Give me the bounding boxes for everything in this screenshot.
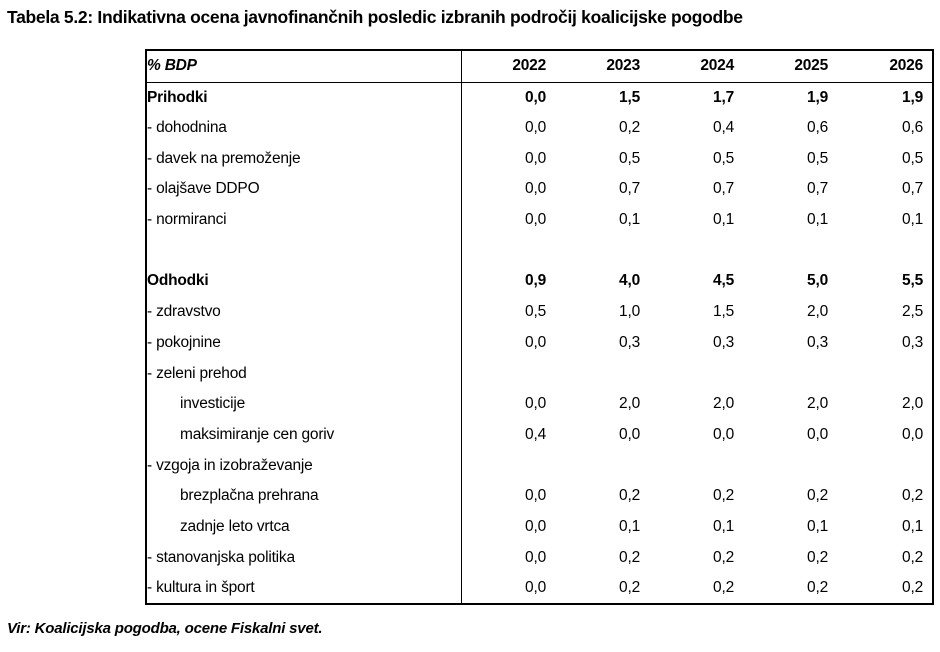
table-row	[146, 143, 933, 174]
value-cell: 1,0	[619, 303, 640, 321]
header-year-2025: 2025	[794, 57, 828, 75]
table-row	[146, 389, 933, 420]
value-cell: 5,5	[902, 272, 923, 290]
value-cell: 1,7	[713, 88, 734, 106]
value-cell	[461, 358, 555, 389]
value-cell	[555, 235, 649, 266]
value-cell: 0,2	[713, 548, 734, 566]
row-label: zadnje leto vrtca	[146, 512, 461, 543]
value-cell: 0,5	[807, 149, 828, 167]
header-row	[146, 50, 933, 82]
value-cell	[461, 450, 555, 481]
value-cell: 0,1	[713, 211, 734, 229]
value-cell: 0,7	[619, 180, 640, 198]
value-cell: 0,1	[807, 517, 828, 535]
value-cell: 0,4	[713, 119, 734, 137]
value-cell: 0,2	[902, 487, 923, 505]
value-cell: 2,0	[807, 395, 828, 413]
table-row	[146, 542, 933, 573]
value-cell: 0,5	[902, 149, 923, 167]
value-cell: 0,0	[525, 517, 546, 535]
value-cell: 0,0	[525, 487, 546, 505]
value-cell: 0,2	[807, 487, 828, 505]
row-label: Odhodki	[146, 266, 461, 297]
value-cell: 0,0	[525, 548, 546, 566]
row-label: - zeleni prehod	[146, 358, 461, 389]
row-label: - vzgoja in izobraževanje	[146, 450, 461, 481]
table-row	[146, 82, 933, 113]
value-cell	[837, 235, 933, 266]
value-cell: 0,0	[525, 119, 546, 137]
value-cell: 0,9	[525, 272, 546, 290]
value-cell: 0,2	[902, 548, 923, 566]
value-cell: 2,5	[902, 303, 923, 321]
row-label: - kultura in šport	[146, 573, 461, 604]
table-row	[146, 297, 933, 328]
value-cell: 0,0	[525, 395, 546, 413]
value-cell	[649, 358, 743, 389]
value-cell	[555, 450, 649, 481]
table-row	[146, 420, 933, 451]
value-cell: 0,2	[619, 487, 640, 505]
header-unit-label: % BDP	[146, 50, 461, 82]
value-cell: 0,0	[525, 180, 546, 198]
table-row	[146, 328, 933, 359]
table-row	[146, 113, 933, 144]
value-cell: 1,9	[807, 88, 828, 106]
value-cell: 0,2	[807, 548, 828, 566]
row-label: - dohodnina	[146, 113, 461, 144]
table-row	[146, 205, 933, 236]
table-row	[146, 174, 933, 205]
table-row	[146, 573, 933, 604]
value-cell: 0,6	[807, 119, 828, 137]
row-label	[146, 235, 461, 266]
value-cell: 0,2	[619, 119, 640, 137]
table-row	[146, 481, 933, 512]
value-cell: 0,7	[807, 180, 828, 198]
value-cell: 0,3	[713, 333, 734, 351]
value-cell	[743, 358, 837, 389]
value-cell: 4,0	[619, 272, 640, 290]
value-cell: 0,3	[619, 333, 640, 351]
row-label: maksimiranje cen goriv	[146, 420, 461, 451]
value-cell: 4,5	[713, 272, 734, 290]
row-label: - normiranci	[146, 205, 461, 236]
value-cell: 0,0	[525, 578, 546, 596]
table-row	[146, 266, 933, 297]
fiscal-table	[145, 49, 934, 605]
row-label: - olajšave DDPO	[146, 174, 461, 205]
table-row	[146, 358, 933, 389]
row-label: brezplačna prehrana	[146, 481, 461, 512]
header-year-2022: 2022	[512, 57, 546, 75]
value-cell: 1,5	[619, 88, 640, 106]
value-cell: 0,1	[902, 517, 923, 535]
row-label: Prihodki	[146, 82, 461, 113]
value-cell: 0,3	[902, 333, 923, 351]
value-cell: 0,7	[902, 180, 923, 198]
value-cell: 0,2	[619, 548, 640, 566]
value-cell: 5,0	[807, 272, 828, 290]
value-cell: 0,1	[619, 211, 640, 229]
row-label: - pokojnine	[146, 328, 461, 359]
source-note: Vir: Koalicijska pogodba, ocene Fiskalni svet.	[7, 620, 323, 637]
spacer-row	[146, 235, 933, 266]
value-cell: 0,5	[525, 303, 546, 321]
value-cell: 0,0	[525, 149, 546, 167]
table-caption: Tabela 5.2: Indikativna ocena javnofinančnih posledic izbranih področij koalicijske pogodbe	[7, 7, 743, 27]
value-cell	[649, 235, 743, 266]
value-cell: 0,2	[713, 487, 734, 505]
header-year-2026: 2026	[889, 57, 923, 75]
value-cell	[555, 358, 649, 389]
value-cell	[649, 450, 743, 481]
value-cell: 0,0	[713, 425, 734, 443]
header-year-2023: 2023	[606, 57, 640, 75]
value-cell: 0,2	[807, 578, 828, 596]
value-cell: 1,9	[902, 88, 923, 106]
row-label: - zdravstvo	[146, 297, 461, 328]
value-cell: 0,0	[619, 425, 640, 443]
value-cell: 0,6	[902, 119, 923, 137]
value-cell: 0,0	[902, 425, 923, 443]
row-label: - davek na premoženje	[146, 143, 461, 174]
value-cell: 2,0	[713, 395, 734, 413]
value-cell: 0,0	[525, 88, 546, 106]
table-body	[146, 82, 933, 604]
value-cell: 0,1	[713, 517, 734, 535]
value-cell: 0,0	[525, 211, 546, 229]
value-cell	[743, 450, 837, 481]
value-cell: 0,1	[619, 517, 640, 535]
value-cell: 0,0	[807, 425, 828, 443]
value-cell: 0,4	[525, 425, 546, 443]
value-cell	[837, 358, 933, 389]
value-cell: 0,2	[713, 578, 734, 596]
value-cell: 2,0	[807, 303, 828, 321]
value-cell: 0,3	[807, 333, 828, 351]
value-cell: 0,0	[525, 333, 546, 351]
value-cell	[837, 450, 933, 481]
value-cell	[461, 235, 555, 266]
value-cell: 2,0	[902, 395, 923, 413]
table-row	[146, 450, 933, 481]
value-cell: 2,0	[619, 395, 640, 413]
table-row	[146, 512, 933, 543]
value-cell: 0,5	[713, 149, 734, 167]
value-cell: 0,2	[619, 578, 640, 596]
header-year-2024: 2024	[700, 57, 734, 75]
value-cell: 0,1	[807, 211, 828, 229]
value-cell: 0,2	[902, 578, 923, 596]
row-label: - stanovanjska politika	[146, 542, 461, 573]
row-label: investicije	[146, 389, 461, 420]
value-cell: 0,5	[619, 149, 640, 167]
value-cell: 1,5	[713, 303, 734, 321]
value-cell: 0,7	[713, 180, 734, 198]
value-cell: 0,1	[902, 211, 923, 229]
value-cell	[743, 235, 837, 266]
